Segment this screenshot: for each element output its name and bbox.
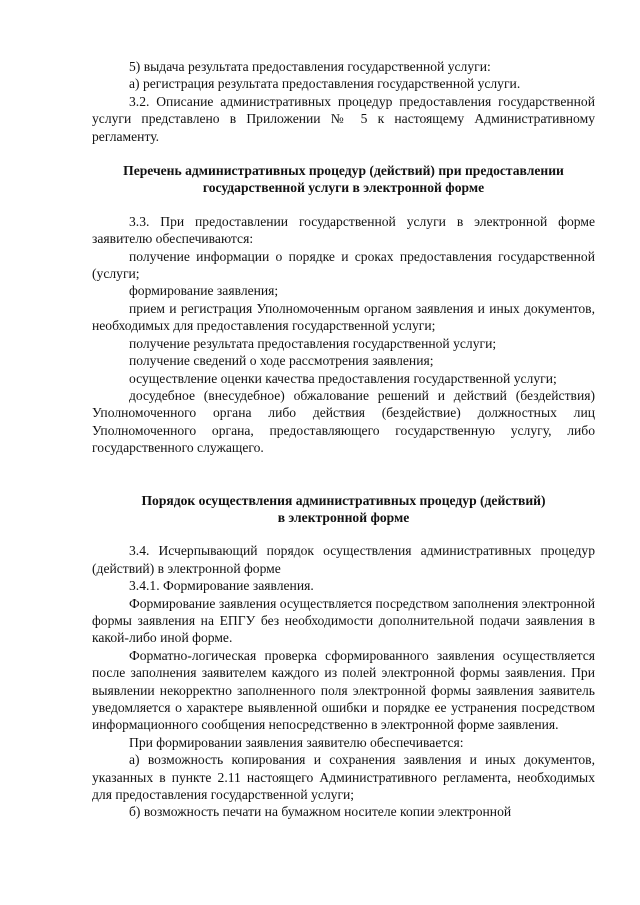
heading-1-line-1: Перечень административных процедур (действий) при предоставлении (123, 163, 564, 179)
list-item-info: получение информации о порядке и сроках предоставления государственной (услуги; (92, 248, 595, 282)
paragraph-3-3: 3.3. При предоставлении государственной услуги в электронной форме заявителю обеспечиваются: (92, 213, 595, 247)
document-page (92, 58, 595, 821)
paragraph-provided: При формировании заявления заявителю обеспечивается: (129, 734, 464, 750)
paragraph-form-filling: Формирование заявления осуществляется посредством заполнения электронной формы заявления на ЕПГУ без необходимости дополнительной подачи заявления в какой-либо иной форме. (92, 595, 595, 646)
list-item-result: получение результата предоставления государственной услуги; (129, 335, 497, 351)
section-heading-electronic-procedures (92, 162, 595, 197)
paragraph-3-4: 3.4. Исчерпывающий порядок осуществления административных процедур (действий) в электронной форме (92, 543, 595, 576)
list-item-form: формирование заявления; (129, 283, 279, 299)
section-heading-procedure-order (92, 492, 595, 527)
sub-item-a: а) регистрация результата предоставления государственной услуги. (129, 76, 521, 92)
list-item-copy: а) возможность копирования и сохранения заявления и иных документов, указанных в пункте 2.11 настоящего Административного регламента, необходимых для предоставления государственной услуги; (92, 752, 595, 803)
paragraph-format-check: Форматно-логическая проверка сформированного заявления осуществляется после заполнения заявителем каждого из полей электронной формы заявления. При выявлении некорректно заполненного поля электронной формы заявления заявитель уведомляется о характере выявленной ошибки и порядке ее устранения посредством информационного сообщения непосредственно в электронной форме заявления. (92, 647, 595, 733)
list-item-print: б) возможность печати на бумажном носителе копии электронной (129, 804, 512, 820)
paragraph-3-4-1: 3.4.1. Формирование заявления. (129, 578, 314, 594)
heading-1-line-2: государственной услуги в электронной форме (202, 180, 485, 196)
list-item-quality: осуществление оценки качества предоставления государственной услуги; (129, 370, 557, 386)
list-item-status: получение сведений о ходе рассмотрения заявления; (129, 353, 434, 369)
paragraph-3-2: 3.2. Описание административных процедур предоставления государственной услуги представлено в Приложении № 5 к настоящему Административному регламенту. (92, 93, 595, 144)
list-item-registration: прием и регистрация Уполномоченным органом заявления и иных документов, необходимых для предоставления государственной услуги; (92, 300, 595, 334)
heading-2-line-2: в электронной форме (277, 509, 410, 525)
list-item-5: 5) выдача результата предоставления государственной услуги: (129, 59, 491, 74)
heading-2-line-1: Порядок осуществления административных процедур (действий) (141, 492, 546, 508)
list-item-appeal: досудебное (внесудебное) обжалование решений и действий (бездействия) Уполномоченного органа либо действия (бездействие) должностных лиц Уполномоченного органа, предоставляющего государственную услугу, либо государственного служащего. (92, 387, 595, 456)
